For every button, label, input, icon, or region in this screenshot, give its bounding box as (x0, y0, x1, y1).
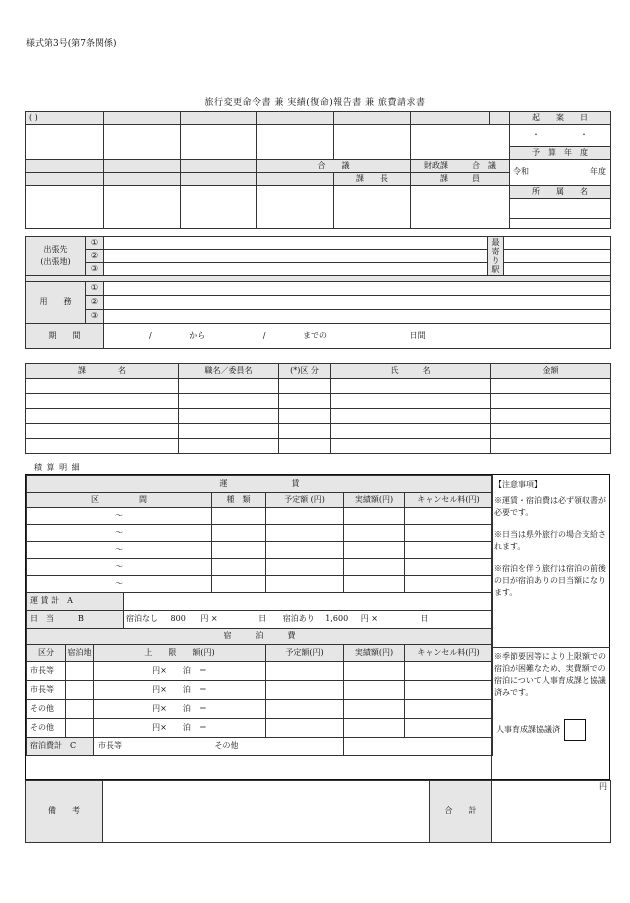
row-number: ② (86, 250, 104, 263)
lodging-total-value[interactable]: 市長等 その他 (94, 738, 344, 756)
stamp-cell[interactable] (334, 125, 411, 160)
stamp-cell[interactable] (104, 186, 181, 229)
destination-input-2[interactable] (104, 250, 488, 263)
fare-row[interactable]: ～ (27, 508, 493, 525)
lodging-total-label: 宿泊費計 C (27, 738, 94, 756)
fare-header-planned: 予定額 (円) (266, 493, 344, 508)
lodging-header-actual: 実績額(円) (344, 645, 405, 662)
col-header-name: 氏 名 (331, 364, 491, 379)
lodging-header-place: 宿泊地 (66, 645, 94, 662)
period-input[interactable]: / から / までの 日間 (104, 324, 611, 349)
note-seasonal: ※季節要因等により上限額での宿泊が困難なため、実費額での宿泊について人事育成課と協議済みです。 (494, 652, 606, 697)
stamp-cell[interactable] (104, 125, 181, 160)
drafted-date-label: 起 案 日 (510, 112, 611, 125)
stamp-cell[interactable] (257, 186, 334, 229)
finance-consultation-label: 財政課 合 議 (411, 160, 510, 173)
lodging-row[interactable]: 市長等 円× 泊 ＝ (27, 662, 493, 681)
stamp-cell[interactable] (26, 186, 104, 229)
fare-table (26, 475, 493, 756)
nearest-station-label: 最寄り駅 (488, 237, 504, 276)
document-title: 旅行変更命令書 兼 実績(復命)報告書 兼 旅費請求書 (204, 98, 426, 108)
fiscal-year-suffix: 年度 (590, 167, 606, 177)
lodging-header-limit: 上 限 額(円) (94, 645, 266, 662)
row-number: ③ (86, 310, 104, 324)
fare-row[interactable]: ～ (27, 542, 493, 559)
budget-year-label: 予 算 年 度 (510, 147, 611, 160)
lodging-header-cancel: キャンセル料(円) (405, 645, 493, 662)
fare-row[interactable]: ～ (27, 576, 493, 593)
station-input-1[interactable] (504, 237, 611, 250)
lodging-row[interactable]: その他 円× 泊 ＝ (27, 700, 493, 719)
purpose-input-1[interactable] (104, 282, 611, 296)
notes-panel-2 (491, 647, 610, 779)
total-label: 合 計 (430, 781, 492, 843)
stamp-cell[interactable] (26, 125, 104, 160)
per-diem-label: 日 当 B (27, 611, 124, 629)
table-row[interactable] (26, 409, 611, 424)
trip-table (25, 236, 611, 349)
note-receipt: ※運賃・宿泊費は必ず領収書が必要です。 (494, 496, 606, 517)
row-number: ② (86, 296, 104, 310)
col-header-title: 職名／委員名 (179, 364, 279, 379)
stamp-cell[interactable] (334, 186, 411, 229)
lodging-row[interactable]: 市長等 円× 泊 ＝ (27, 681, 493, 700)
stamp-cell[interactable] (181, 186, 257, 229)
purpose-input-2[interactable] (104, 296, 611, 310)
stamp-cell[interactable] (181, 125, 257, 160)
members-table (25, 363, 611, 454)
fare-total-value[interactable] (124, 593, 493, 611)
notes-panel-1 (491, 475, 610, 648)
table-row[interactable] (26, 379, 611, 394)
purpose-input-3[interactable] (104, 310, 611, 324)
no-stay-label: 宿泊なし (126, 614, 158, 624)
fare-row[interactable]: ～ (27, 559, 493, 576)
row-number: ③ (86, 263, 104, 276)
budget-year-value[interactable] (510, 160, 611, 186)
department-name-value[interactable] (510, 199, 611, 219)
reiwa-label: 令和 (513, 167, 529, 177)
fare-header-type: 種 類 (212, 493, 266, 508)
station-input-3[interactable] (504, 263, 611, 276)
destination-input-3[interactable] (104, 263, 488, 276)
hr-consulted-label: 人事育成課協議済 (496, 725, 560, 734)
fare-header-cancel: キャンセル料(円) (405, 493, 493, 508)
form-number-label: 様式第3号(第7条関係) (26, 39, 117, 49)
station-input-2[interactable] (504, 250, 611, 263)
row-number: ① (86, 237, 104, 250)
col-header-section: 課 名 (26, 364, 179, 379)
period-label: 期 間 (26, 324, 104, 349)
table-row[interactable] (26, 424, 611, 439)
fare-header-actual: 実績額(円) (344, 493, 405, 508)
consultation-label: 合 議 (257, 160, 411, 173)
row-number: ① (86, 282, 104, 296)
per-diem-row[interactable]: 宿泊なし 800 円 × 日 宿泊あり 1,600 円 × 日 (124, 611, 493, 629)
drafted-date-value[interactable]: ・ ・ (510, 125, 611, 147)
lodging-row[interactable]: その他 円× 泊 ＝ (27, 719, 493, 738)
stamp-cell[interactable] (411, 125, 510, 160)
section-staff-label: 課 員 (411, 173, 510, 186)
table-row[interactable] (26, 439, 611, 454)
approval-table (25, 111, 611, 229)
note-per-diem: ※日当は県外旅行の場合支給されます。 (494, 530, 606, 551)
stamp-cell[interactable] (411, 186, 510, 229)
col-header-amount: 金額 (491, 364, 611, 379)
with-stay-label: 宿泊あり (282, 614, 315, 624)
lodging-title: 宿 泊 費 (27, 629, 493, 645)
lodging-header-category: 区分 (27, 645, 66, 662)
department-name-label: 所 属 名 (510, 186, 611, 199)
fare-title: 運 賃 (27, 476, 493, 493)
destination-label: 出張先 (出張地) (26, 237, 86, 276)
purpose-label: 用 務 (26, 282, 86, 324)
fare-row[interactable]: ～ (27, 525, 493, 542)
hr-consulted-checkbox[interactable] (564, 719, 586, 741)
notes-title: 【注意事項】 (494, 480, 542, 489)
fare-total-label: 運 賃 計 A (27, 593, 124, 611)
remarks-label: 備 考 (26, 781, 103, 843)
table-row[interactable] (26, 394, 611, 409)
members-header-row (26, 364, 611, 379)
note-stay: ※宿泊を伴う旅行は宿泊の前後の日が宿泊ありの日当額になります。 (494, 564, 606, 597)
destination-input-1[interactable] (104, 237, 488, 250)
lodging-header-planned: 予定額(円) (266, 645, 344, 662)
section-chief-label: 課 長 (334, 173, 411, 186)
total-amount[interactable]: 円 (492, 781, 611, 843)
fare-header-section: 区 間 (27, 493, 212, 508)
remarks-table (25, 780, 611, 843)
col-header-category: (*)区 分 (279, 364, 331, 379)
no-stay-amount: 800 (170, 614, 186, 624)
stamp-cell[interactable] (257, 125, 334, 160)
with-stay-amount: 1,600 (325, 614, 349, 624)
hr-consulted-row (492, 701, 610, 741)
approval-paren-cell: ( ) (26, 112, 104, 125)
remarks-input[interactable] (103, 781, 430, 843)
calc-details-title: 積 算 明 細 (34, 463, 81, 472)
